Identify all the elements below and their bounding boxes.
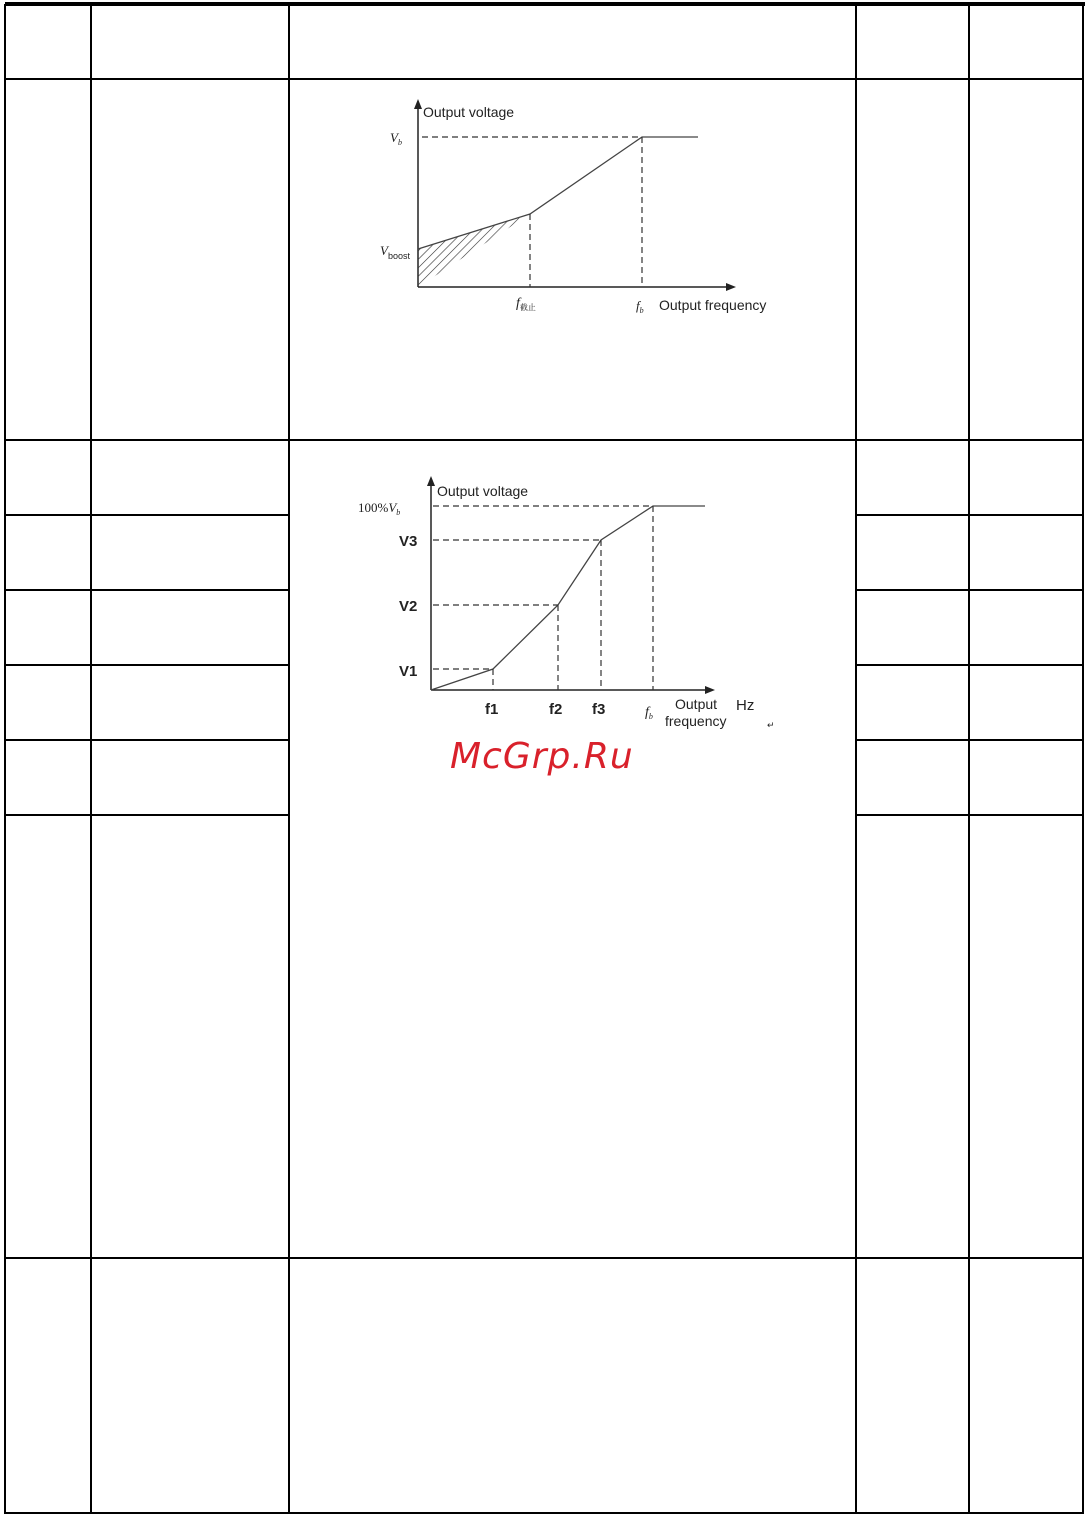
y-axis-arrow [427,476,435,486]
column-border-right [1082,4,1084,1514]
v2-label: V2 [399,598,418,615]
x-axis-label-line2: frequency [665,713,727,729]
x-axis-label-line1: Output [675,696,718,712]
row-border-3-left [4,589,290,591]
vboost-label: $V_{boost}$ [380,243,410,261]
row-border-4-right [855,664,1084,666]
boost-hatch-area [418,214,530,287]
multipoint-vf-diagram [355,470,795,740]
fb-label: $f_b$ [645,705,653,721]
vb-label: $V_b$ [390,130,402,147]
column-border-1 [90,4,92,1514]
row-border-7 [4,1257,1084,1259]
f3-label: f3 [592,701,606,718]
torque-boost-svg [370,95,790,330]
v1-label: V1 [399,663,418,680]
x-axis-arrow [726,283,736,291]
unit-label: Hz [736,697,755,714]
vf-curve [431,506,705,690]
torque-boost-diagram [370,95,790,330]
watermark-text: McGrp.Ru [450,736,634,777]
f2-label: f2 [549,701,563,718]
row-border-4-left [4,664,290,666]
return-mark: ↵ [767,720,775,730]
fcut-label: $f_{截止}$ [516,296,536,312]
f1-label: f1 [485,701,499,718]
row-border-2-right [855,514,1084,516]
row-border-bottom [4,1512,1084,1514]
x-axis-arrow [705,686,715,694]
row-border-2-left [4,514,290,516]
v3-label: V3 [399,533,418,550]
column-border-4 [968,4,970,1514]
table-top-border [5,2,1085,6]
column-border-3 [855,4,857,1514]
row-border-3-right [855,589,1084,591]
row-border-6-right [855,814,1084,816]
y-axis-label: Output voltage [423,104,515,120]
fb-label: $f_b$ [636,298,644,315]
row-border-header [4,78,1084,80]
y-axis-arrow [414,99,422,109]
y-axis-label: Output voltage [437,483,529,499]
multipoint-vf-svg [355,470,795,740]
row-border-5-right [855,739,1084,741]
vb-label: $100\%V_b$ [358,500,401,517]
row-border-1 [4,439,1084,441]
x-axis-label: Output frequency [659,297,767,313]
column-border-left [4,4,6,1514]
row-border-6-left [4,814,290,816]
vf-curve [418,137,698,249]
row-border-5-left [4,739,290,741]
column-border-2 [288,4,290,1514]
